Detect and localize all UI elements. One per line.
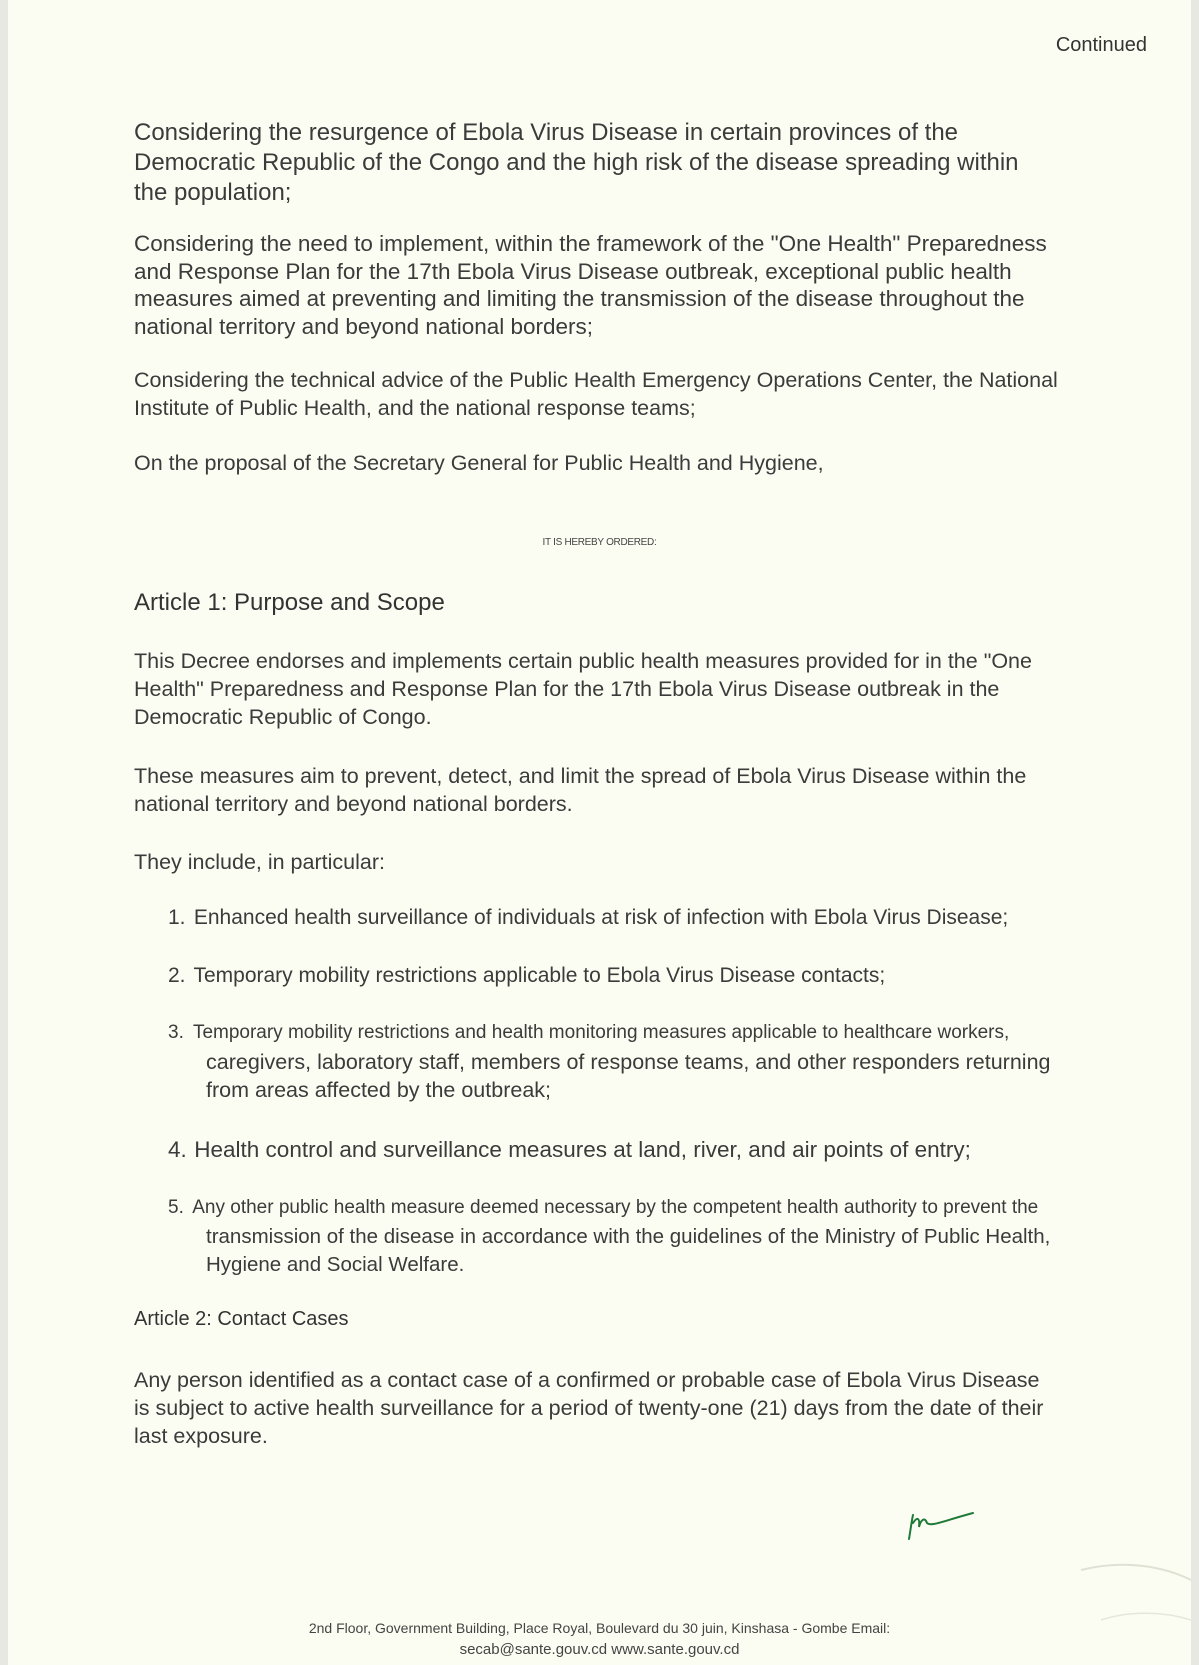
list-item-5 [168,1194,1068,1280]
list-item-text: Health control and surveillance measures at land, river, and air points of entry; [194,1137,971,1162]
article-2-paragraph: Any person identified as a contact case of a confirmed or probable case of Ebola Virus Disease is subject to active health surveillance for a period of twenty-one (21) days from the date of their last exposure. [134,1368,1044,1448]
list-item-number: 2. [168,964,186,987]
article-1-paragraph-1: This Decree endorses and implements certain public health measures provided for in the "One Health" Preparedness and Response Plan for the 17th Ebola Virus Disease outbreak in the Democratic Republic of Congo. [134,649,1032,729]
list-item-3 [168,1019,1068,1105]
footer-contact: secab@sante.gouv.cd www.sante.gouv.cd [459,1641,740,1658]
preamble-technical-advice: Considering the technical advice of the Public Health Emergency Operations Center, the National Institute of Public Health, and the national response teams; [134,368,1058,420]
ordered-heading: IT IS HEREBY ORDERED: [542,537,657,548]
signature-mark [903,1505,983,1545]
list-item-continuation: caregivers, laboratory staff, members of response teams, and other responders returning from areas affected by the outbreak; [206,1049,1051,1102]
article-2-heading: Article 2: Contact Cases [134,1308,349,1330]
list-item-text: Enhanced health surveillance of individuals at risk of infection with Ebola Virus Disease; [193,906,1009,929]
footer-address: 2nd Floor, Government Building, Place Royal, Boulevard du 30 juin, Kinshasa - Gombe Email: [308,1620,891,1636]
article-1-paragraph-3: They include, in particular: [134,850,385,874]
list-item-number: 5. [168,1197,184,1218]
list-item-2 [168,962,1068,991]
list-item-number: 1. [168,906,186,929]
article-1-paragraph-2: These measures aim to prevent, detect, and limit the spread of Ebola Virus Disease within the national territory and beyond national borders. [134,764,1027,816]
preamble-proposal: On the proposal of the Secretary General for Public Health and Hygiene, [134,451,824,475]
preamble-need: Considering the need to implement, within the framework of the "One Health" Preparedness and Response Plan for the 17th Ebola Virus Disease outbreak, exceptional public health measures aimed at preventing and limiting the transmission of the disease throughout the national territory and beyond national borders; [134,231,1047,339]
list-item-1 [168,904,1068,933]
document-page [8,0,1191,1665]
article-1-heading: Article 1: Purpose and Scope [134,589,445,616]
list-item-4 [168,1136,1068,1165]
list-item-text: Temporary mobility restrictions and health monitoring measures applicable to healthcare workers, [192,1022,1010,1043]
list-item-number: 4. [168,1137,187,1162]
list-item-text: Any other public health measure deemed necessary by the competent health authority to prevent the [192,1197,1039,1218]
list-item-number: 3. [168,1022,184,1043]
preamble-resurgence: Considering the resurgence of Ebola Virus Disease in certain provinces of the Democratic Republic of the Congo and the high risk of the disease spreading within the population; [134,119,1019,206]
continued-label: Continued [1055,34,1147,56]
list-item-continuation: transmission of the disease in accordance with the guidelines of the Ministry of Public Health, Hygiene and Social Welfare. [206,1224,1051,1276]
page-footer [8,1618,1191,1660]
list-item-text: Temporary mobility restrictions applicable to Ebola Virus Disease contacts; [193,964,886,987]
